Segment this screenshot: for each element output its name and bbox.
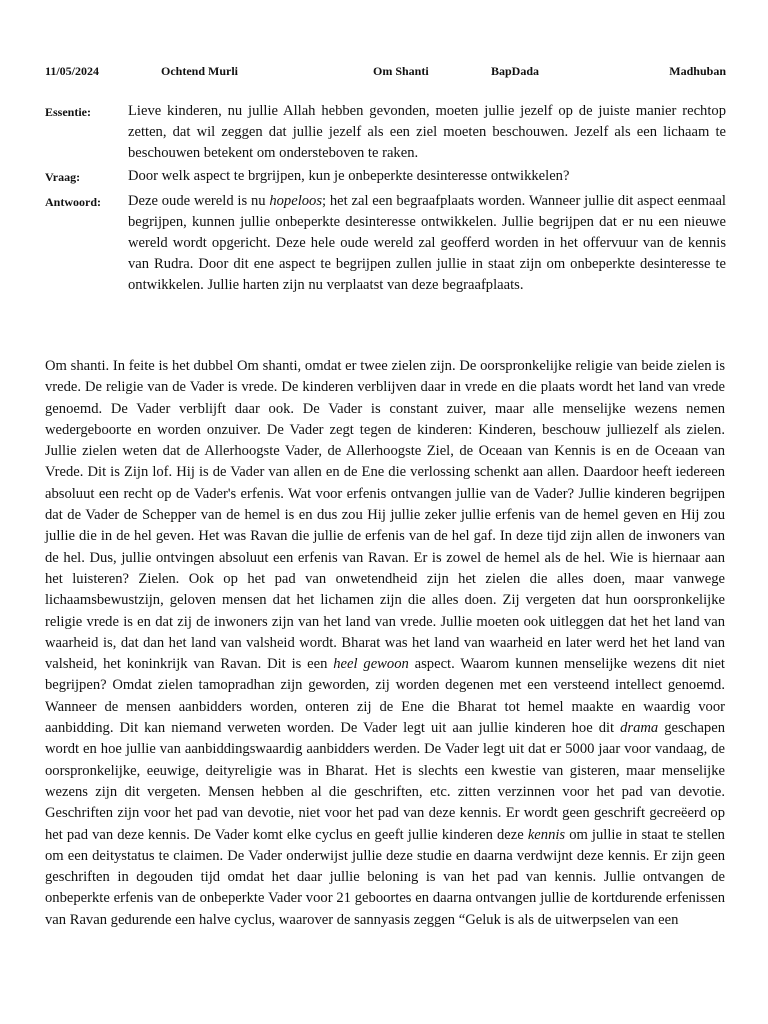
header-greeting: Om Shanti xyxy=(373,64,429,78)
answer-text-part-2: ; het zal een begraafplaats worden. Wanneer jullie dit aspect eenmaal begrijpen, kunnen jullie onbeperkte desinteresse ontwikkelen. Jullie begrijpen dat er nu een nieuwe wereld wordt opgericht. Deze hele oude wereld zal geofferd worden in het offervuur van de kennis van Rudra. Door dit ene aspect te begrijpen zullen jullie in staat zijn om onbeperkte desinteresse te ontwikkelen. Jullie harten zijn nu verplaatst van deze begraafplaats. xyxy=(128,193,726,293)
essence-section xyxy=(45,101,725,164)
body-paragraph xyxy=(45,356,725,931)
header-speaker: BapDada xyxy=(491,64,540,78)
header-session: Ochtend Murli xyxy=(161,64,238,78)
essence-label: Essentie: xyxy=(45,105,91,119)
answer-text-part-1: Deze oude wereld is nu xyxy=(128,193,270,209)
body-emphasis-kennis: kennis xyxy=(527,826,566,843)
answer-section xyxy=(45,191,725,296)
header-date: 11/05/2024 xyxy=(45,64,100,78)
body-part-4: om jullie in staat te stellen om een deitystatus te claimen. De Vader onderwijst jullie deze studie en daarna verdwijnt deze kennis. Er zijn geen geschriften in degouden tijd omdat het daar jullie beloning is van het pad van kennis. Jullie ontvangen de onbeperkte erfenis van de onbeperkte Vader voor 21 geboortes en daarna ontvangen jullie de kortdurende erfenissen van Ravan gedurende een halve cyclus, waarover de sannyasis zeggen “Geluk is als de uitwerpselen van een xyxy=(45,826,725,928)
essence-text: Lieve kinderen, nu jullie Allah hebben gevonden, moeten jullie jezelf op de juiste manier rechtop zetten, dat wil zeggen dat jullie jezelf als een ziel moeten beschouwen. Jezelf als een lichaam te beschouwen betekent om ondersteboven te raken. xyxy=(128,103,726,161)
body-emphasis-heel-gewoon: heel gewoon xyxy=(333,656,409,673)
question-label: Vraag: xyxy=(45,170,81,184)
murli-body xyxy=(45,356,725,931)
body-part-3: geschapen wordt en hoe jullie van aanbiddingswaardig aanbidders werden. De Vader legt uit dat er 5000 jaar voor vandaag, de oorspronkelijke, eeuwige, deityreligie was in Bharat. Het is slechts een kwestie van gisteren, maar menselijke wezens zijn dit vergeten. Mensen hebben al die geschriften, etc. zitten verzinnen voor het pad van devotie. Geschriften zijn voor het pad van devotie, niet voor het pad van deze kennis. Er wordt geen geschrift gecreëerd op het pad van deze kennis. De Vader komt elke cyclus en geeft jullie kinderen deze xyxy=(45,720,725,843)
answer-text xyxy=(128,191,726,296)
body-part-2: aspect. Waarom kunnen menselijke wezens dit niet begrijpen? Omdat zielen tamopradhan zijn geworden, zij worden degenen met een versteend intellect genoemd. Wanneer de mensen aanbidders worden, onteren zij de Ene die Bharat tot hemel maakte en waardig voor aanbidding. Dit kan niemand verweten worden. De Vader legt uit aan jullie kinderen hoe dit xyxy=(45,656,725,737)
question-section xyxy=(45,166,725,187)
header-bar xyxy=(0,64,768,82)
answer-label: Antwoord: xyxy=(45,195,101,209)
question-text: Door welk aspect te brgrijpen, kun je onbeperkte desinteresse ontwikkelen? xyxy=(128,168,570,184)
answer-emphasis-hopeloos: hopeloos xyxy=(269,193,323,209)
body-part-1: Om shanti. In feite is het dubbel Om shanti, omdat er twee zielen zijn. De oorspronkelijke religie van beide zielen is vrede. De religie van de Vader is vrede. De kinderen verblijven daar in vrede en die plaats wordt het land van vrede genoemd. De Vader verblijft daar ook. De Vader is constant zuiver, maar alle menselijke wezens nemen wedergeboorte en worden onzuiver. De Vader zegt tegen de kinderen: Kinderen, beschouw julliezelf als zielen. Jullie zielen weten dat de Allerhoogste Vader, de Allerhoogste Ziel, de Oceaan van Kennis is en de Oceaan van Vrede. Dit is Zijn lof. Hij is de Vader van allen en de Ene die verlossing schenkt aan allen. Daardoor heeft iedereen absoluut een recht op de Vader's erfenis. Wat voor erfenis ontvangen jullie van de Vader? Jullie kinderen begrijpen dat de Vader de Schepper van de hemel is en dus zou Hij jullie zeker jullie erfenis van de hemel geven en Hij zou jullie die in de hel geven. Het was Ravan die jullie de erfenis van de hel gaf. In deze tijd zijn allen de inwoners van de hel. Dus, jullie ontvingen absoluut een erfenis van Ravan. Er is zowel de hemel als de hel. Wie is hiernaar aan het luisteren? Zielen. Ook op het pad van onwetendheid zijn het zielen die alles doen, maar vanwege lichaamsbewustzijn, geloven mensen dat het lichamen zijn die alles doen. Zij vergeten dat hun oorspronkelijke religie vrede is en dat zij de inwoners zijn van het land van vrede. Jullie moeten ook uitleggen dat het het land van waarheid is, dat dan het land van valsheid wordt. Bharat was het land van waarheid en later werd het het land van valsheid, het koninkrijk van Ravan. Dit is een xyxy=(45,358,725,673)
body-emphasis-drama: drama xyxy=(620,720,659,737)
header-place: Madhuban xyxy=(669,64,726,78)
